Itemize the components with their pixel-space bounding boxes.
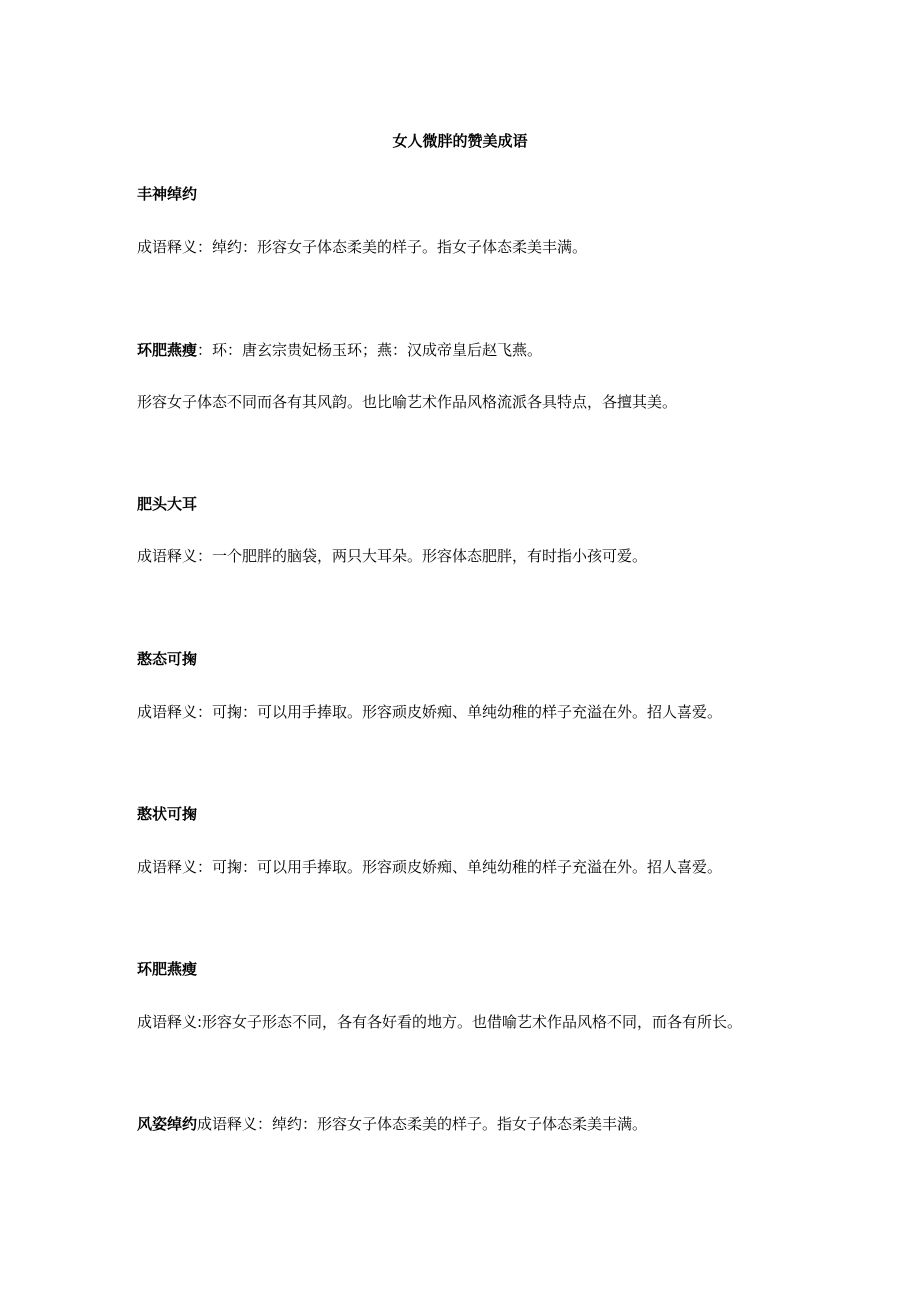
idiom-heading: 环肥燕瘦 xyxy=(137,960,198,978)
idiom-definition: 成语释义：可掬：可以用手捧取。形容顽皮娇痴、单纯幼稚的样子充溢在外。招人喜爱。 xyxy=(137,703,723,721)
idiom-heading: 憨态可掬 xyxy=(137,650,198,668)
idiom-heading-line xyxy=(137,340,542,360)
idiom-definition: 成语释义：一个肥胖的脑袋，两只大耳朵。形容体态肥胖，有时指小孩可爱。 xyxy=(137,547,648,565)
idiom-heading: 环肥燕瘦 xyxy=(137,341,198,359)
idiom-definition: 成语释义：可掬：可以用手捧取。形容顽皮娇痴、单纯幼稚的样子充溢在外。招人喜爱。 xyxy=(137,858,723,876)
idiom-heading: 肥头大耳 xyxy=(137,495,198,513)
page-title: 女人微胖的赞美成语 xyxy=(392,132,528,150)
idiom-heading-line xyxy=(137,1114,647,1134)
idiom-inline-note: ：环：唐玄宗贵妃杨玉环；燕：汉成帝皇后赵飞燕。 xyxy=(197,341,543,359)
idiom-definition: 成语释义：绰约：形容女子体态柔美的样子。指女子体态柔美丰满。 xyxy=(137,238,588,256)
idiom-definition: 成语释义:形容女子形态不同，各有各好看的地方。也借喻艺术作品风格不同，而各有所长。 xyxy=(137,1013,743,1031)
idiom-heading: 憨状可掬 xyxy=(137,805,198,823)
idiom-definition: 成语释义：绰约：形容女子体态柔美的样子。指女子体态柔美丰满。 xyxy=(197,1115,648,1133)
idiom-heading: 丰神绰约 xyxy=(137,185,198,203)
idiom-definition: 形容女子体态不同而各有其风韵。也比喻艺术作品风格流派各具特点，各擅其美。 xyxy=(137,393,678,411)
idiom-heading: 风姿绰约 xyxy=(137,1115,198,1133)
